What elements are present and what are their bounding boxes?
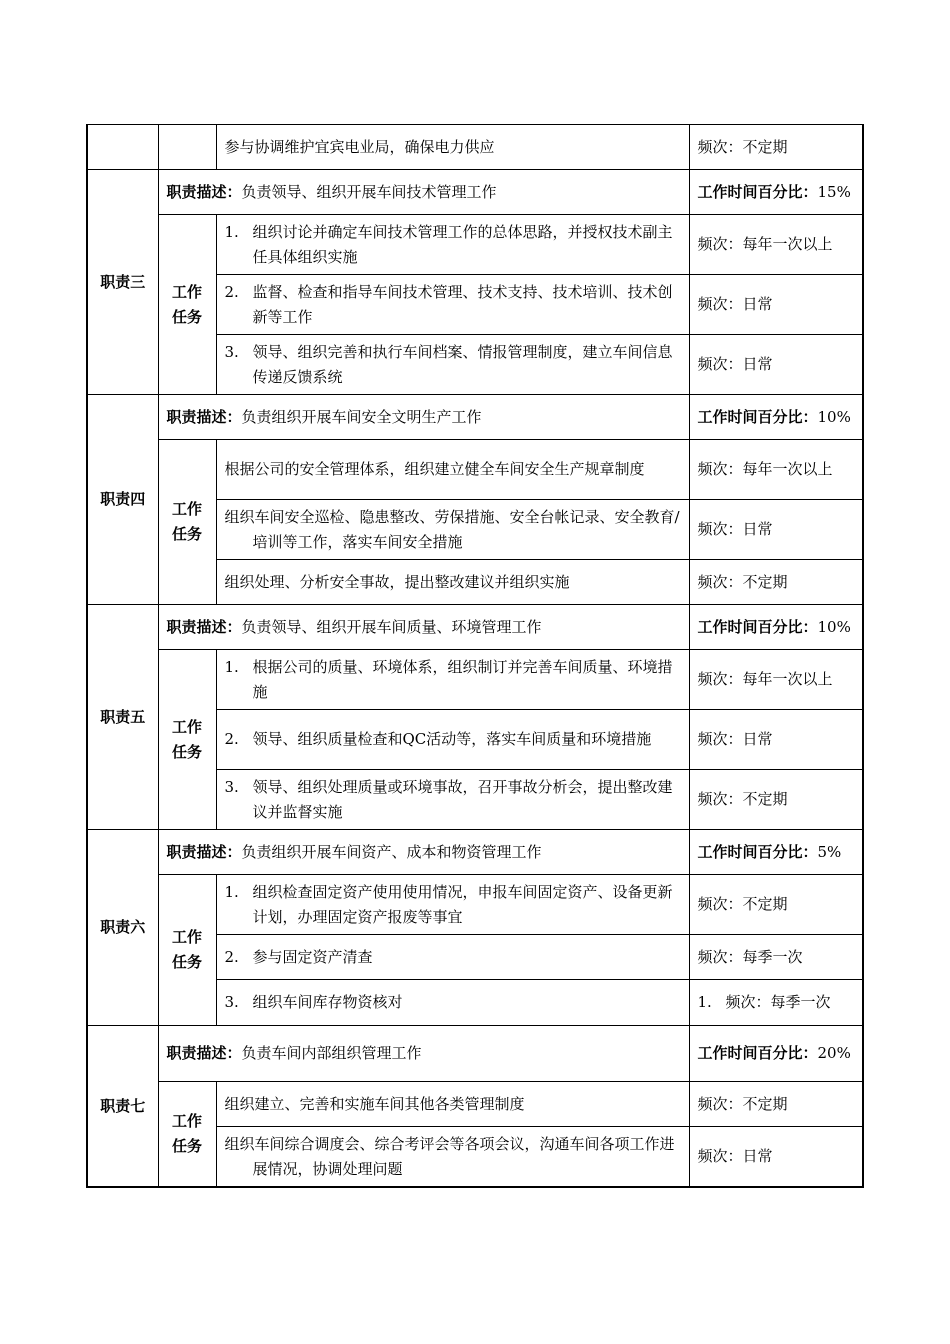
task-text-content: 领导、组织完善和执行车间档案、情报管理制度，建立车间信息传递反馈系统: [252, 342, 673, 386]
task-text: [216, 875, 689, 935]
task-text-content: 组织检查固定资产使用使用情况，申报车间固定资产、设备更新计划，办理固定资产报废等事宜: [252, 882, 673, 926]
empty-task-label-cell: [158, 125, 216, 170]
duty-description-label: 职责描述：: [166, 407, 242, 426]
table-row: [87, 215, 863, 275]
duty-label: 职责七: [87, 1026, 158, 1188]
task-frequency: 频次：日常: [689, 500, 863, 560]
task-section-label: [158, 440, 216, 605]
duties-table: [86, 124, 864, 1188]
duty-description-text: 负责车间内部组织管理工作: [241, 1044, 422, 1062]
work-time-percent-value: 15%: [817, 182, 851, 201]
task-text-content: 组织建立、完善和实施车间其他各类管理制度: [224, 1094, 525, 1113]
task-section-label: [158, 875, 216, 1026]
task-number: 2.: [224, 730, 239, 748]
frequency-number: 1.: [697, 993, 712, 1011]
task-frequency: 频次：日常: [689, 335, 863, 395]
work-time-percent: [689, 830, 863, 875]
task-frequency: 频次：不定期: [689, 560, 863, 605]
task-text: [216, 275, 689, 335]
task-label-line: 工作: [171, 282, 202, 301]
empty-duty-cell: [87, 125, 158, 170]
work-time-percent: [689, 1026, 863, 1082]
task-number: 1.: [224, 882, 239, 901]
task-section-label: [158, 650, 216, 830]
duty-description-label: 职责描述：: [166, 182, 242, 201]
task-label-line: 工作: [171, 500, 202, 518]
work-time-percent-label: 工作时间百分比：: [697, 407, 818, 426]
frequency-text: 频次：每季一次: [725, 993, 831, 1011]
task-number: 3.: [224, 993, 239, 1011]
duty-label: 职责五: [87, 605, 158, 830]
task-number: 2.: [224, 947, 239, 966]
task-text: [216, 1127, 689, 1188]
table-row: [87, 650, 863, 710]
task-text: [216, 335, 689, 395]
task-frequency: 频次：日常: [689, 710, 863, 770]
duty-description: [158, 605, 689, 650]
task-label-line: 任务: [171, 525, 202, 543]
work-time-percent-value: 5%: [817, 842, 842, 861]
task-text: [216, 770, 689, 830]
table-row: [87, 125, 863, 170]
task-text-content: 根据公司的安全管理体系，组织建立健全车间安全生产规章制度: [224, 460, 645, 478]
duty-description-text: 负责领导、组织开展车间技术管理工作: [241, 182, 497, 201]
task-text: [216, 560, 689, 605]
duty-label: 职责六: [87, 830, 158, 1026]
table-row: [87, 875, 863, 935]
duty-description-label: 职责描述：: [166, 1044, 242, 1062]
task-text: [216, 650, 689, 710]
task-number: 1.: [224, 657, 239, 676]
task-text: [216, 935, 689, 980]
task-label-line: 任务: [171, 1137, 202, 1155]
task-text-content: 监督、检查和指导车间技术管理、技术支持、技术培训、技术创新等工作: [252, 282, 673, 326]
task-frequency: 频次：每年一次以上: [689, 440, 863, 500]
work-time-percent-value: 10%: [817, 617, 851, 636]
task-section-label: [158, 215, 216, 395]
duty-description: [158, 395, 689, 440]
task-frequency: 频次：不定期: [689, 875, 863, 935]
task-text-content: 根据公司的质量、环境体系，组织制订并完善车间质量、环境措施: [252, 657, 673, 701]
task-text: [216, 1082, 689, 1127]
task-text-content: 参与固定资产清查: [252, 947, 373, 966]
task-text: [216, 440, 689, 500]
task-frequency: 频次：日常: [689, 275, 863, 335]
duty-description-text: 负责领导、组织开展车间质量、环境管理工作: [241, 617, 542, 636]
duty-description: [158, 170, 689, 215]
work-time-percent-label: 工作时间百分比：: [697, 842, 818, 861]
task-frequency: 频次：每年一次以上: [689, 215, 863, 275]
task-text-content: 参与协调维护宜宾电业局，确保电力供应: [224, 137, 495, 156]
task-label-line: 任务: [171, 307, 202, 326]
task-text: [216, 980, 689, 1026]
task-text: [216, 710, 689, 770]
task-text-content: 领导、组织处理质量或环境事故，召开事故分析会，提出整改建议并监督实施: [252, 777, 673, 821]
task-text-content: 组织车间综合调度会、综合考评会等各项会议，沟通车间各项工作进展情况，协调处理问题: [224, 1134, 675, 1178]
task-text-content: 组织讨论并确定车间技术管理工作的总体思路，并授权技术副主任具体组织实施: [252, 222, 673, 266]
work-time-percent-value: 20%: [817, 1044, 851, 1062]
table-row: [87, 1082, 863, 1127]
work-time-percent-label: 工作时间百分比：: [697, 617, 818, 636]
duty-desc-row: [87, 605, 863, 650]
task-frequency: 频次：不定期: [689, 125, 863, 170]
task-number: 3.: [224, 342, 239, 361]
work-time-percent: [689, 605, 863, 650]
task-number: 1.: [224, 222, 239, 241]
task-frequency: 频次：不定期: [689, 770, 863, 830]
duty-desc-row: [87, 1026, 863, 1082]
duty-description: [158, 830, 689, 875]
task-frequency: 频次：每季一次: [689, 935, 863, 980]
task-number: 2.: [224, 282, 239, 301]
task-text-content: 组织处理、分析安全事故，提出整改建议并组织实施: [224, 572, 570, 591]
duty-desc-row: [87, 395, 863, 440]
duty-desc-row: [87, 170, 863, 215]
task-section-label: [158, 1082, 216, 1188]
task-text: [216, 125, 689, 170]
work-time-percent: [689, 395, 863, 440]
task-frequency: 频次：每年一次以上: [689, 650, 863, 710]
duty-label: 职责四: [87, 395, 158, 605]
task-label-line: 工作: [171, 717, 202, 736]
work-time-percent-value: 10%: [817, 407, 851, 426]
task-text-content: 组织车间库存物资核对: [252, 993, 403, 1011]
task-label-line: 任务: [171, 953, 202, 971]
task-frequency: 频次：日常: [689, 1127, 863, 1188]
task-text-content: 领导、组织质量检查和QC活动等，落实车间质量和环境措施: [252, 730, 652, 748]
duty-description-label: 职责描述：: [166, 617, 242, 636]
task-frequency: [689, 980, 863, 1026]
task-label-line: 任务: [171, 742, 202, 761]
work-time-percent: [689, 170, 863, 215]
table-row: [87, 440, 863, 500]
task-label-line: 工作: [171, 928, 202, 946]
duty-description: [158, 1026, 689, 1082]
task-text-content: 组织车间安全巡检、隐患整改、劳保措施、安全台帐记录、安全教育/培训等工作，落实车间安全措施: [224, 507, 680, 551]
task-label-line: 工作: [171, 1112, 202, 1130]
task-text: [216, 500, 689, 560]
duty-description-label: 职责描述：: [166, 842, 242, 861]
duty-label: 职责三: [87, 170, 158, 395]
duty-description-text: 负责组织开展车间资产、成本和物资管理工作: [241, 842, 542, 861]
task-number: 3.: [224, 777, 239, 796]
task-frequency: 频次：不定期: [689, 1082, 863, 1127]
duty-description-text: 负责组织开展车间安全文明生产工作: [241, 407, 482, 426]
work-time-percent-label: 工作时间百分比：: [697, 1044, 818, 1062]
work-time-percent-label: 工作时间百分比：: [697, 182, 818, 201]
duty-desc-row: [87, 830, 863, 875]
task-text: [216, 215, 689, 275]
